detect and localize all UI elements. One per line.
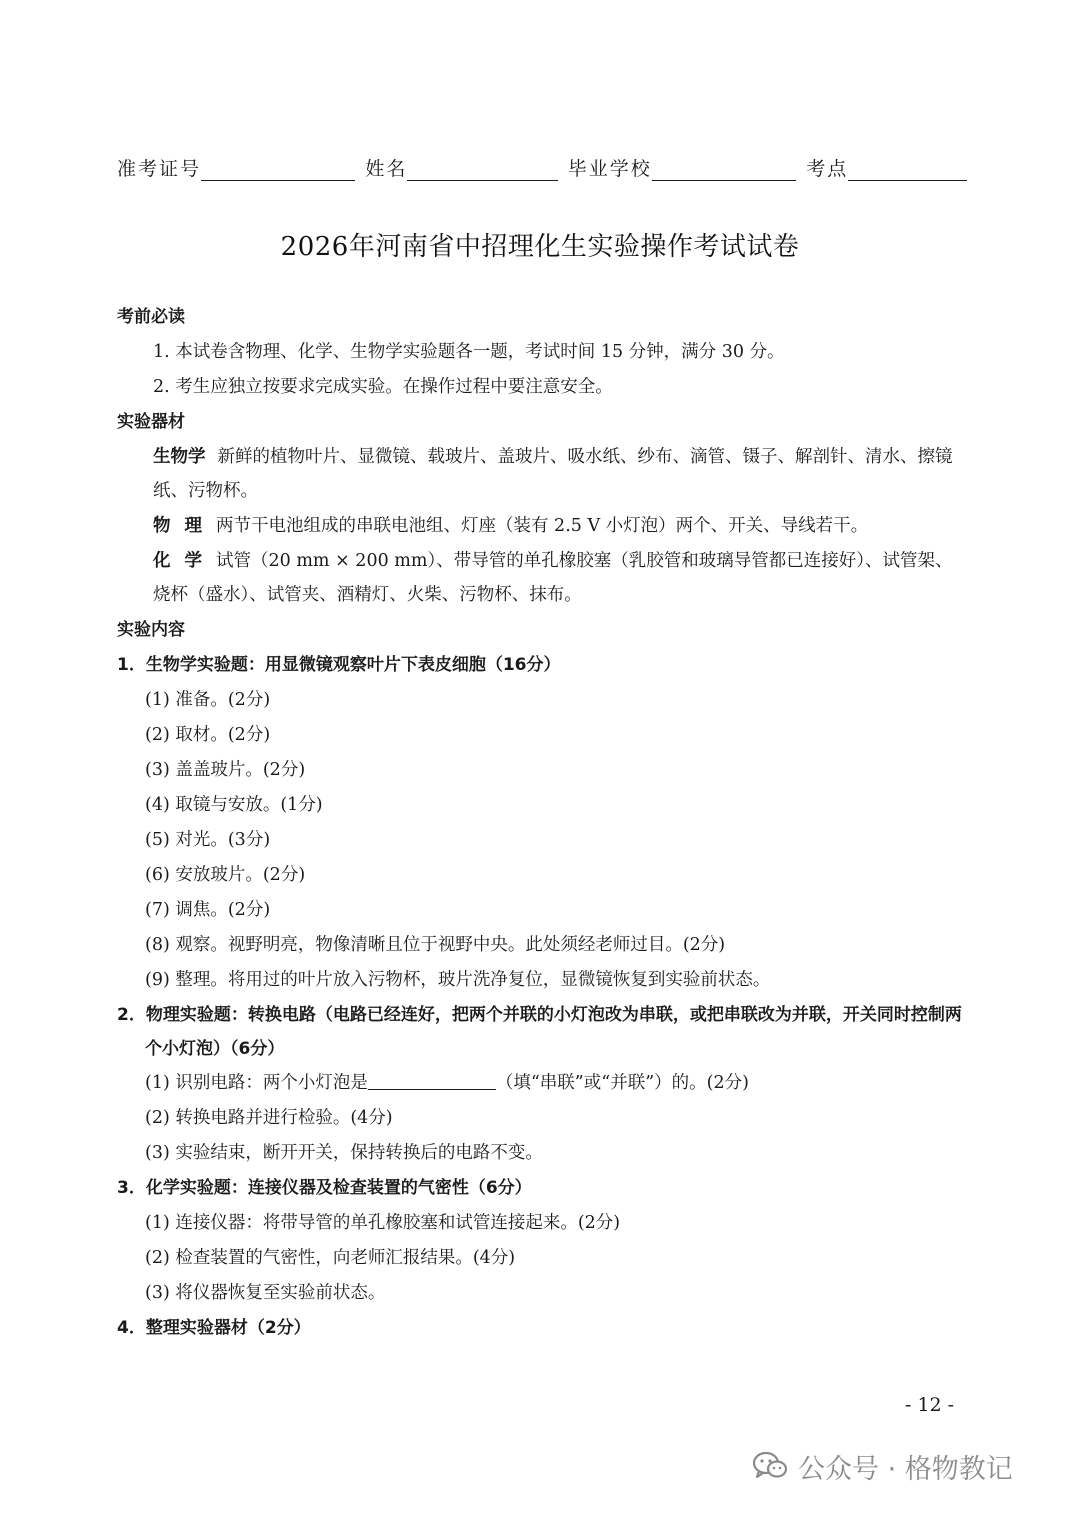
site-blank[interactable] <box>848 160 967 181</box>
q1-step: (2) 取材。(2分) <box>145 725 271 745</box>
question-1-title: 1．生物学实验题：用显微镜观察叶片下表皮细胞（16分） <box>117 655 561 675</box>
q1-step: (1) 准备。(2分) <box>145 690 271 710</box>
physics-materials: 两节干电池组成的串联电池组、灯座（装有 2.5 V 小灯泡）两个、开关、导线若干。 <box>216 516 869 536</box>
question-4-title: 4．整理实验器材（2分） <box>117 1318 311 1338</box>
chemistry-materials: 试管（20 mm × 200 mm）、带导管的单孔橡胶塞（乳胶管和玻璃导管都已连接好）、试管架、烧杯（盛水）、试管夹、酒精灯、火柴、污物杯、抹布。 <box>153 551 953 605</box>
notice-item-1: 1. 本试卷含物理、化学、生物学实验题各一题，考试时间 15 分钟，满分 30 分。 <box>153 342 785 362</box>
q2-step: (2) 转换电路并进行检验。(4分) <box>145 1108 393 1128</box>
notice-item-2: 2. 考生应独立按要求完成实验。在操作过程中要注意安全。 <box>153 377 613 397</box>
question-3-title: 3．化学实验题：连接仪器及检查装置的气密性（6分） <box>117 1178 532 1198</box>
biology-label: 生物学 <box>153 447 206 467</box>
q3-step: (2) 检查装置的气密性，向老师汇报结果。(4分) <box>145 1248 516 1268</box>
name-label: 姓名 <box>365 158 408 180</box>
question-2-title: 2．物理实验题：转换电路（电路已经连好，把两个并联的小灯泡改为串联，或把串联改为并联，开关同时控制两个小灯泡）（6分） <box>117 1005 962 1059</box>
exam-title: 2026年河南省中招理化生实验操作考试试卷 <box>280 232 800 262</box>
wechat-icon <box>752 1450 788 1482</box>
q1-step: (6) 安放玻片。(2分) <box>145 865 306 885</box>
q1-step: (9) 整理。将用过的叶片放入污物杯，玻片洗净复位，显微镜恢复到实验前状态。 <box>145 970 771 990</box>
circuit-type-answer-blank[interactable] <box>368 1071 496 1090</box>
exam-id-blank[interactable] <box>201 160 355 181</box>
q1-step: (8) 观察。视野明亮，物像清晰且位于视野中央。此处须经老师过目。(2分) <box>145 935 726 955</box>
materials-physics <box>117 509 967 543</box>
physics-label: 物理 <box>153 516 216 536</box>
materials-biology <box>117 440 967 508</box>
candidate-info-row <box>117 154 967 181</box>
q1-step: (4) 取镜与安放。(1分) <box>145 795 323 815</box>
notice-heading: 考前必读 <box>117 307 185 327</box>
q2-step-identify <box>117 1066 967 1101</box>
q3-step: (1) 连接仪器：将带导管的单孔橡胶塞和试管连接起来。(2分) <box>145 1213 621 1233</box>
exam-body <box>117 300 967 1346</box>
q3-step: (3) 将仪器恢复至实验前状态。 <box>145 1283 386 1303</box>
site-label: 考点 <box>806 158 849 180</box>
school-blank[interactable] <box>652 160 796 181</box>
q2-step1-prefix: (1) 识别电路：两个小灯泡是 <box>145 1073 368 1093</box>
biology-materials: 新鲜的植物叶片、显微镜、载玻片、盖玻片、吸水纸、纱布、滴管、镊子、解剖针、清水、擦镜纸、污物杯。 <box>153 447 953 501</box>
q2-step1-suffix: （填“串联”或“并联”）的。(2分) <box>495 1073 749 1093</box>
chemistry-label: 化学 <box>153 551 216 571</box>
school-label: 毕业学校 <box>567 158 652 180</box>
materials-chemistry <box>117 544 967 612</box>
materials-heading: 实验器材 <box>117 412 185 432</box>
exam-id-label: 准考证号 <box>117 158 202 180</box>
q1-step: (3) 盖盖玻片。(2分) <box>145 760 306 780</box>
content-heading: 实验内容 <box>117 620 185 640</box>
q1-step: (7) 调焦。(2分) <box>145 900 271 920</box>
q1-step: (5) 对光。(3分) <box>145 830 271 850</box>
watermark <box>752 1446 1013 1486</box>
page-number: - 12 - <box>905 1394 955 1416</box>
name-blank[interactable] <box>407 160 557 181</box>
q2-step: (3) 实验结束，断开开关，保持转换后的电路不变。 <box>145 1143 543 1163</box>
watermark-text: 公众号 · 格物教记 <box>798 1453 1013 1485</box>
